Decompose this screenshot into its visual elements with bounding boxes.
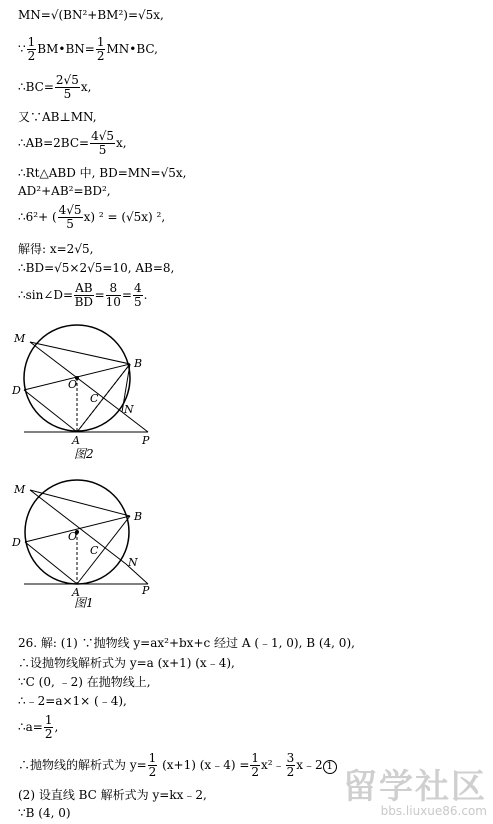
eq-mn: MN=√(BN²+BM²)=√5x, [18,8,164,22]
fig2-label-d: D [12,384,21,397]
eq-area: ∵ $\frac{1}{2}$ BM•BN= $\frac{1}{2}$ MN•BC, [18,35,158,63]
fig1-label-a: A [72,586,80,599]
eq-bc: ∴BC= $\frac{2√5}{5}$ x, [18,73,92,101]
eq-solve: 解得: x=2√5, [18,242,94,256]
eq-rt: ∴Rt△ABD 中, BD=MN=√5x, [18,166,187,180]
eq-perp: 又∵AB⊥MN, [18,110,97,124]
figure-1-caption: 图1 [74,596,94,610]
figure-2-caption: 图2 [74,447,94,461]
fig2-label-c: C [90,392,99,405]
fig1-label-p: P [142,584,150,597]
fig1-label-m: M [14,483,26,496]
fig2-label-b: B [134,357,143,370]
watermark [343,767,487,818]
p26-intro: 26. 解: (1) ∵抛物线 y=ax²+bx+c 经过 A (﹣1, 0), B (4, 0), [18,636,355,650]
eq-sin: ∴sin∠D= $\frac{AB}{BD}$ = $\frac{8}{10}$ = $\frac{4}{5}$ . [18,281,148,309]
p26-equation: ∴抛物线的解析式为 y= $\frac{1}{2}$ (x+1) (x﹣4) = $\frac{1}{2}$ x²﹣ $\frac{3}{2}$ x﹣2 1 [18,752,337,779]
fig1-label-o: O [68,530,78,543]
watermark-url: bbs.liuxue86.com [380,804,487,818]
figure-1 [10,478,170,608]
fig2-label-a: A [72,434,80,447]
fig1-label-n: N [128,556,138,569]
fig2-label-m: M [14,332,26,345]
fig2-label-o: O [68,378,78,391]
p26-a-value: ∴a= $\frac{1}{2}$ , [18,713,59,741]
p26-point-b: ∵B (4, 0) [18,806,71,820]
p26-point-c: ∵C (0, ﹣2) 在抛物线上, [18,675,151,689]
figure-2 [10,320,170,460]
eq-ab: ∴AB=2BC= $\frac{4√5}{5}$ x, [18,129,127,157]
eq-sub: ∴6²+ ( $\frac{4√5}{5}$ x) ² = (√5x) ², [18,203,166,231]
p26-subst: ∴﹣2=a×1× (﹣4), [18,694,127,708]
eq-bd: ∴BD=√5×2√5=10, AB=8, [18,261,175,275]
eq-pyth: AD²+AB²=BD², [18,184,111,198]
fig1-label-d: D [12,536,21,549]
fig2-label-n: N [124,403,134,416]
fig1-label-b: B [134,510,143,523]
circled-number: 1 [323,760,337,774]
p26-part2: (2) 设直线 BC 解析式为 y=kx﹣2, [18,788,207,802]
p26-setup: ∴设抛物线解析式为 y=a (x+1) (x﹣4), [18,656,235,670]
fig1-label-c: C [90,544,99,557]
watermark-logo: 留学社区 [343,767,487,807]
fig2-label-p: P [142,434,150,447]
